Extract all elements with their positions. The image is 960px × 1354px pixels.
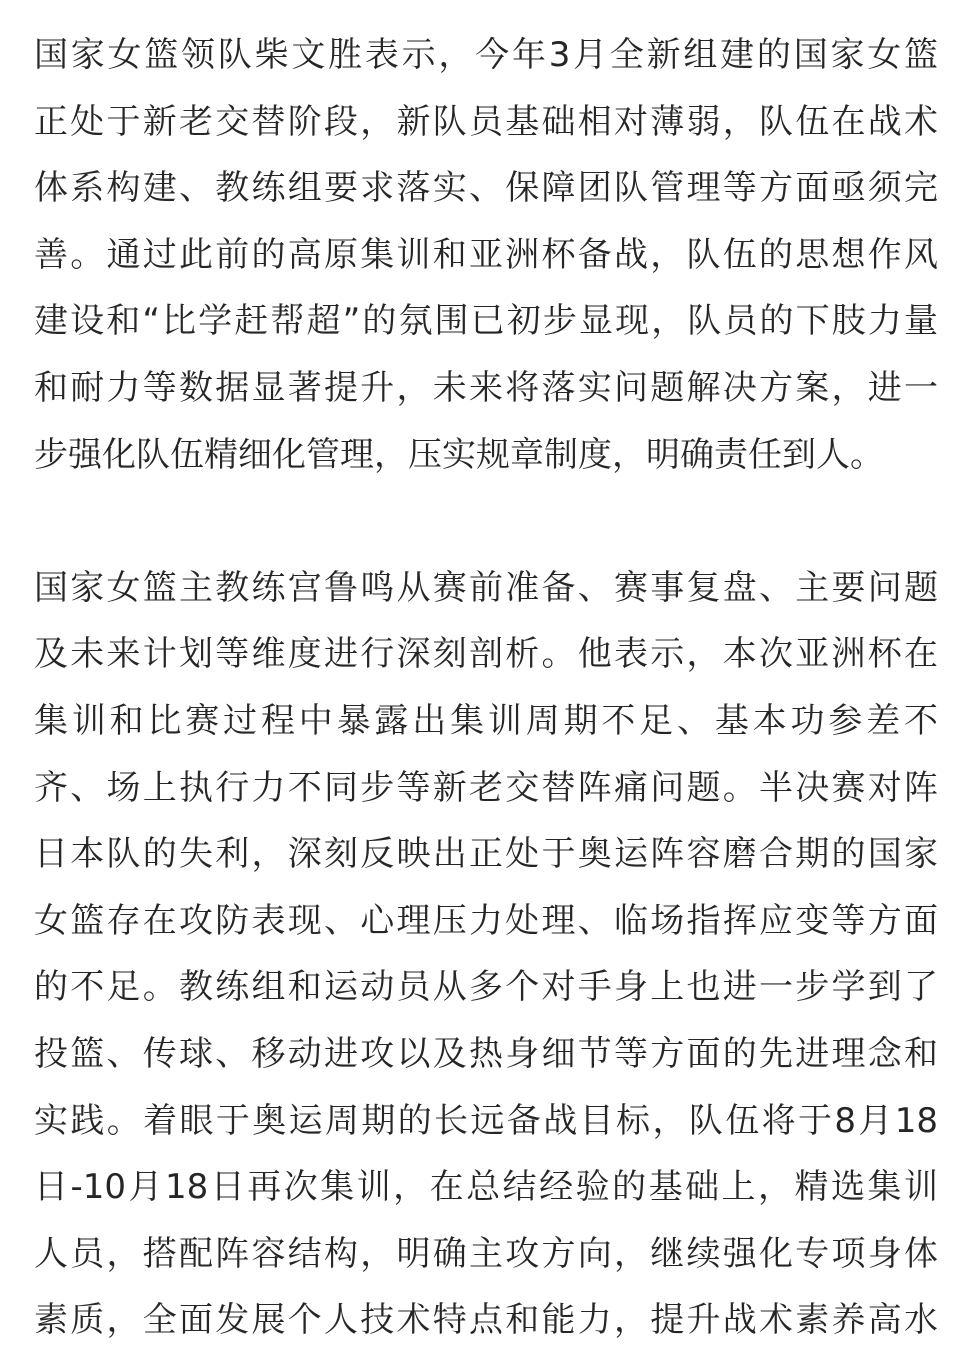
text-line: 步强化队伍精细化管理，压实规章制度，明确责任到人。 (34, 434, 884, 475)
text-line: 善。通过此前的高原集训和亚洲杯备战，队伍的思想作风 (34, 234, 938, 275)
article-body (34, 22, 938, 1354)
text-line: 的不足。教练组和运动员从多个对手身上也进一步学到了 (34, 967, 938, 1008)
paragraph-gap (34, 488, 938, 555)
text-line: 国家女篮主教练宫鲁鸣从赛前准备、赛事复盘、主要问题 (34, 567, 938, 608)
text-line: 及未来计划等维度进行深刻剖析。他表示，本次亚洲杯在 (34, 634, 938, 675)
text-line: 国家女篮领队柴文胜表示，今年3月全新组建的国家女篮 (34, 35, 938, 75)
text-line: 集训和比赛过程中暴露出集训周期不足、基本功参差不 (34, 700, 938, 741)
text-line: 实践。着眼于奥运周期的长远备战目标，队伍将于8月18 (34, 1100, 938, 1141)
text-line: 和耐力等数据显著提升，未来将落实问题解决方案，进一 (34, 367, 938, 408)
text-line: 体系构建、教练组要求落实、保障团队管理等方面亟须完 (34, 168, 938, 209)
text-line: 素质，全面发展个人技术特点和能力，提升战术素养高水 (34, 1300, 938, 1341)
paragraph-head-coach (34, 555, 938, 1354)
text-line: 投篮、传球、移动进攻以及热身细节等方面的先进理念和 (34, 1033, 938, 1074)
text-line: 正处于新老交替阶段，新队员基础相对薄弱，队伍在战术 (34, 101, 938, 142)
text-line: 女篮存在攻防表现、心理压力处理、临场指挥应变等方面 (34, 900, 938, 941)
text-line: 日-10月18日再次集训，在总结经验的基础上，精选集训 (34, 1167, 938, 1208)
text-line: 齐、场上执行力不同步等新老交替阵痛问题。半决赛对阵 (34, 767, 938, 808)
text-line: 日本队的失利，深刻反映出正处于奥运阵容磨合期的国家 (34, 834, 938, 875)
text-line: 建设和“比学赶帮超”的氛围已初步显现，队员的下肢力量 (34, 301, 938, 342)
paragraph-team-leader (34, 22, 938, 488)
text-line: 人员，搭配阵容结构，明确主攻方向，继续强化专项身体 (34, 1233, 938, 1274)
